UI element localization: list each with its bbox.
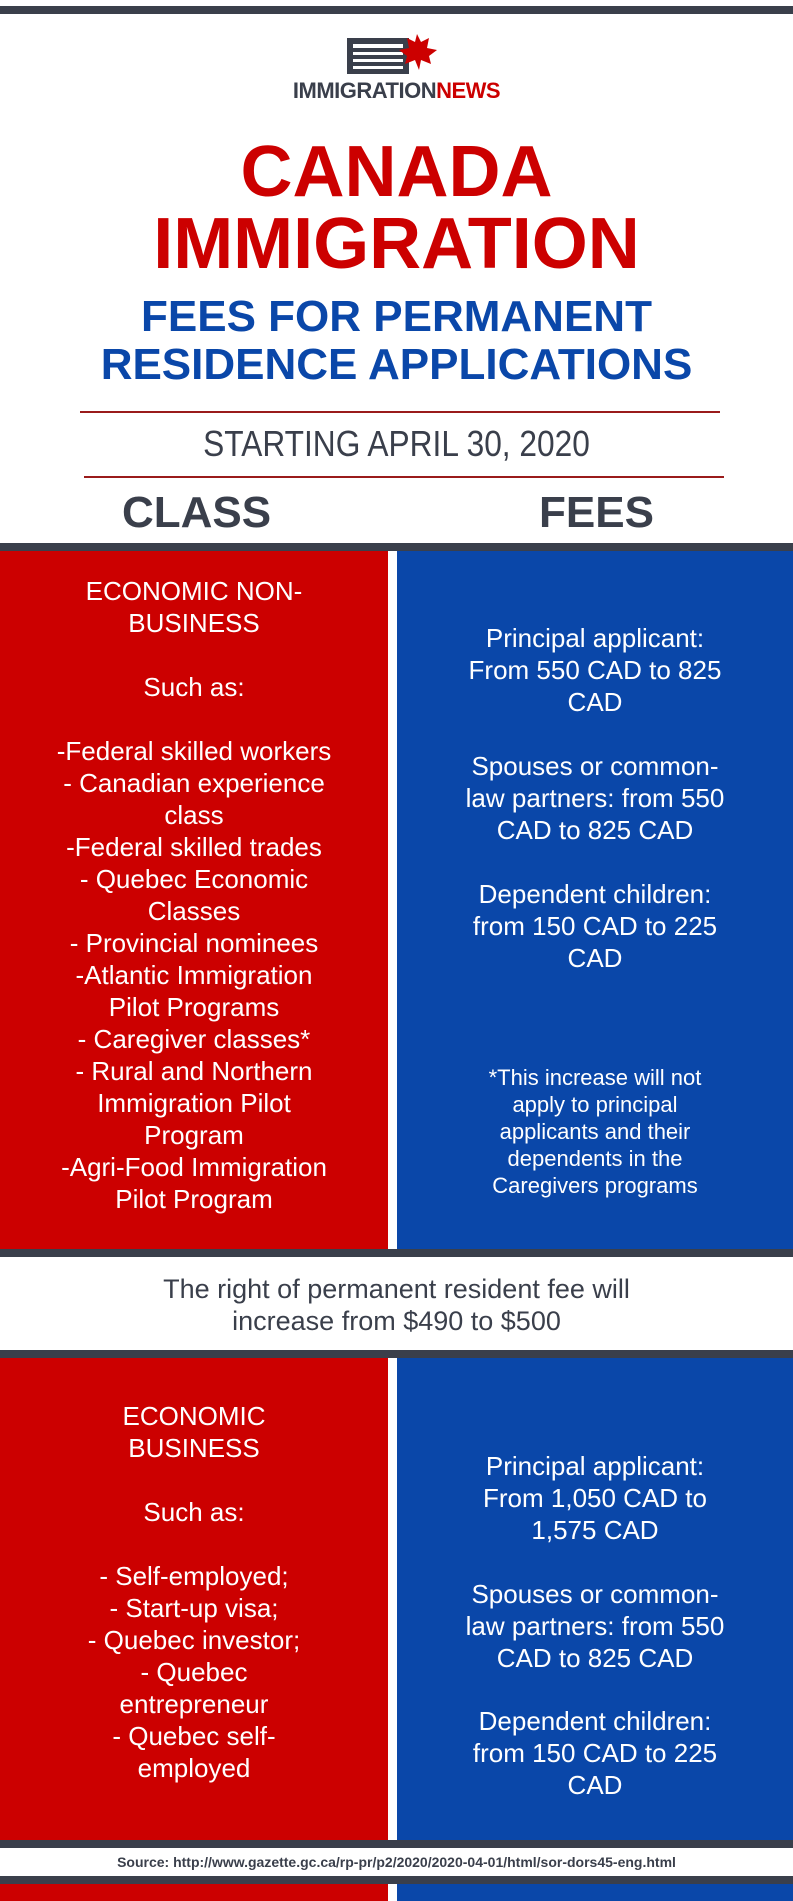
section-1-such-as: Such as:	[143, 672, 245, 702]
title-line-2: IMMIGRATION	[153, 204, 640, 284]
top-border	[0, 6, 793, 14]
section-1-bottom-bar	[0, 1249, 793, 1257]
section-1-class-title: ECONOMIC NON- BUSINESS	[85, 576, 303, 638]
bottom-strip-red	[0, 1884, 388, 1901]
logo-text	[0, 78, 793, 104]
logo	[345, 28, 445, 78]
date-line: STARTING APRIL 30, 2020	[203, 423, 590, 464]
subtitle-line-2: RESIDENCE APPLICATIONS	[100, 340, 693, 389]
divider-top	[80, 411, 720, 413]
section-2-top-bar	[0, 1350, 793, 1358]
section-2-fee-principal: Principal applicant: From 1,050 CAD to 1,575 CAD	[483, 1451, 707, 1545]
section-1-note: *This increase will not apply to principal applicants and their dependents in the Caregivers programs	[488, 1065, 702, 1198]
section-1-fee-spouse: Spouses or common- law partners: from 550 CAD to 825 CAD	[465, 751, 725, 845]
source-top-bar	[0, 1840, 793, 1848]
divider-bottom	[84, 476, 724, 478]
subtitle-line-1: FEES FOR PERMANENT	[141, 292, 652, 341]
section-2-class-list: - Self-employed; - Start-up visa; - Quebec investor; - Quebec entrepreneur - Quebec self- employed	[87, 1561, 301, 1783]
logo-text-main: IMMIGRATION	[292, 78, 437, 103]
header-fees: FEES	[539, 488, 654, 537]
section-1-fee-principal: Principal applicant: From 550 CAD to 825 CAD	[468, 623, 722, 717]
section-1-top-bar	[0, 543, 793, 551]
source-bottom-bar	[0, 1876, 793, 1884]
source-line: Source: http://www.gazette.gc.ca/rp-pr/p2/2020/2020-04-01/html/sor-dors45-eng.html	[117, 1854, 676, 1870]
middle-note: The right of permanent resident fee will increase from $490 to $500	[163, 1274, 630, 1336]
header-class: CLASS	[121, 488, 272, 537]
section-2-fee-children: Dependent children: from 150 CAD to 225 CAD	[472, 1706, 718, 1800]
section-1-fee-children: Dependent children: from 150 CAD to 225 CAD	[472, 879, 718, 973]
bottom-strip-blue	[397, 1884, 793, 1901]
logo-text-accent: NEWS	[436, 78, 501, 103]
title-line-1: CANADA	[240, 132, 553, 212]
newspaper-maple-leaf-icon	[345, 28, 445, 78]
section-2-fee-spouse: Spouses or common- law partners: from 550 CAD to 825 CAD	[465, 1579, 725, 1673]
section-1-class-list: -Federal skilled workers - Canadian experience class -Federal skilled trades - Quebec Economic Classes - Provincial nominees -Atlantic Immigration Pilot Programs - Caregiver classes* - Rural and Northern Immigration Pilot Program -Agri-Food Immigration Pilot Program	[56, 736, 332, 1214]
section-2-such-as: Such as:	[143, 1497, 245, 1527]
section-2-class-title: ECONOMIC BUSINESS	[122, 1401, 266, 1463]
